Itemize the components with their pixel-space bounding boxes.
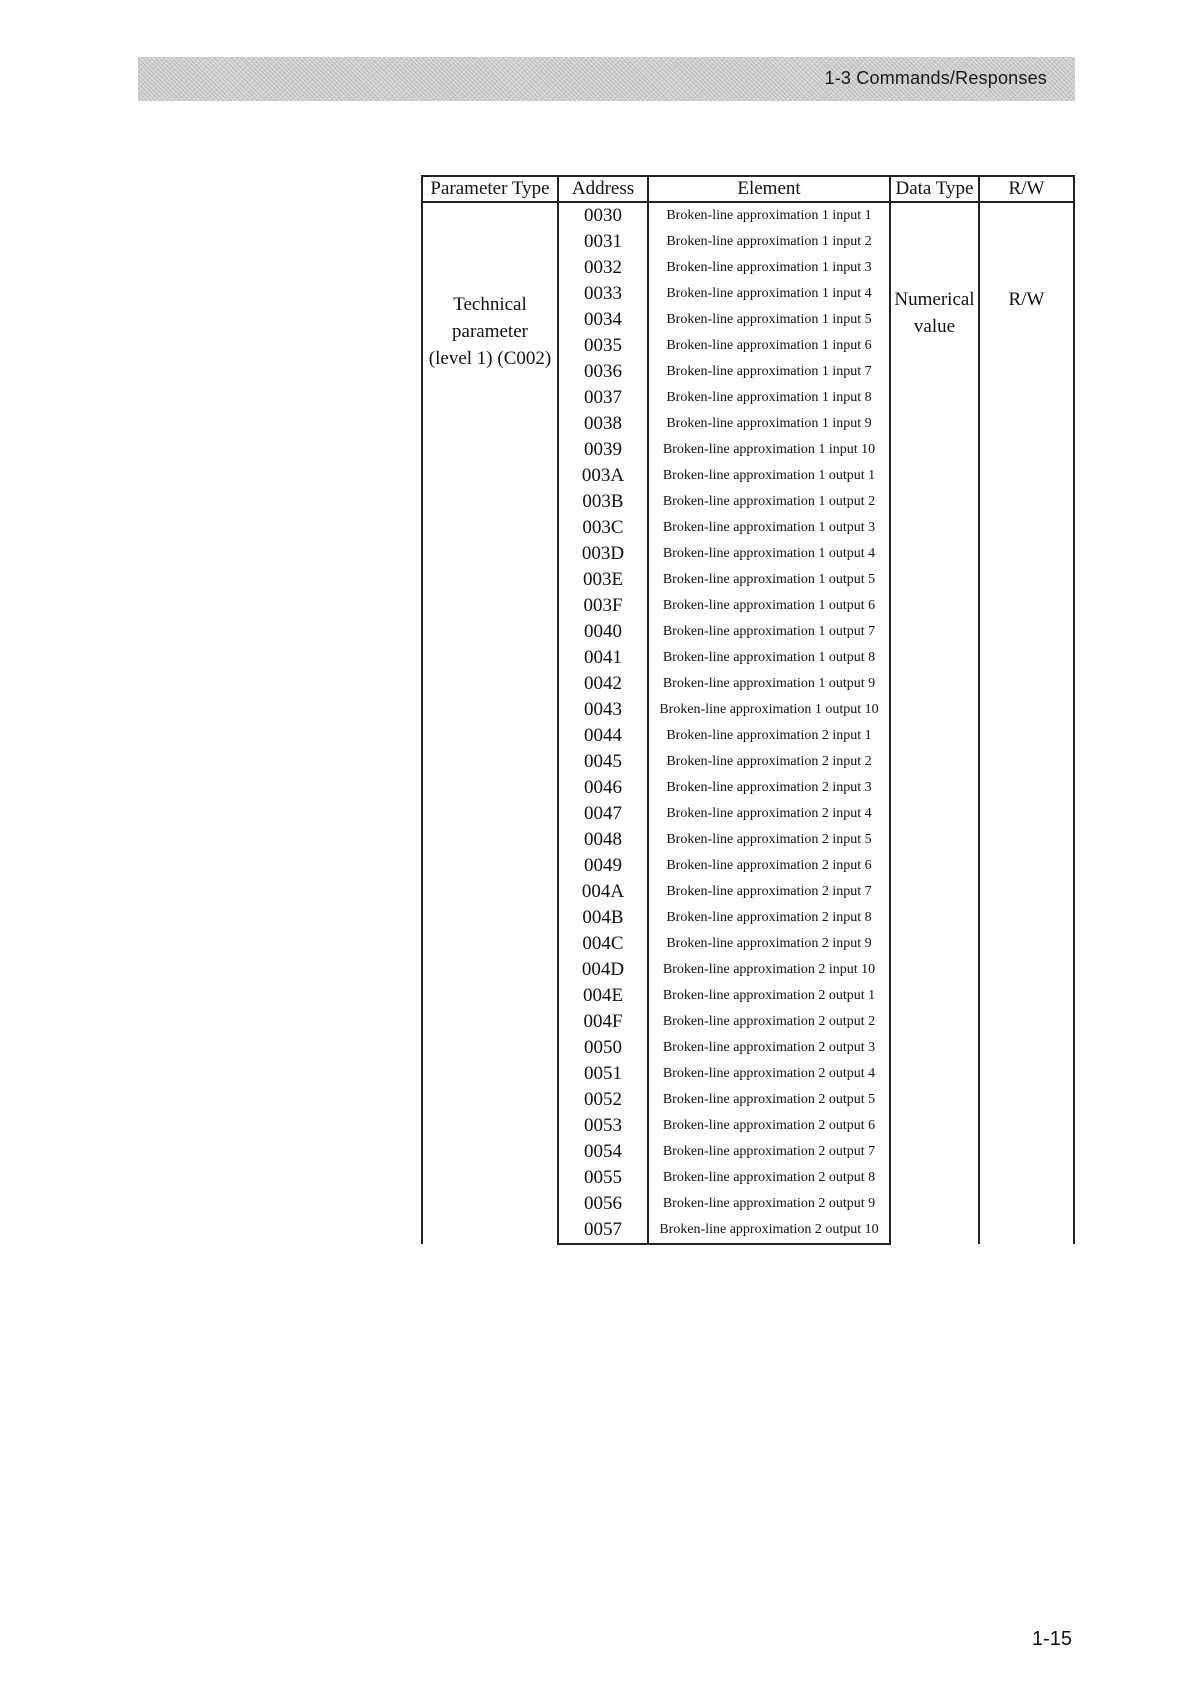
element-cell: Broken-line approximation 1 output 3 — [648, 515, 890, 541]
element-cell: Broken-line approximation 2 output 8 — [648, 1165, 890, 1191]
element-cell: Broken-line approximation 2 output 4 — [648, 1061, 890, 1087]
table-row — [422, 202, 1074, 229]
address-cell: 004B — [558, 905, 648, 931]
element-cell: Broken-line approximation 1 output 10 — [648, 697, 890, 723]
element-cell: Broken-line approximation 2 output 2 — [648, 1009, 890, 1035]
address-cell: 0050 — [558, 1035, 648, 1061]
address-cell: 0037 — [558, 385, 648, 411]
header-address: Address — [558, 176, 648, 202]
address-cell: 0057 — [558, 1217, 648, 1244]
address-cell: 0041 — [558, 645, 648, 671]
address-cell: 004E — [558, 983, 648, 1009]
address-cell: 003C — [558, 515, 648, 541]
element-cell: Broken-line approximation 2 input 3 — [648, 775, 890, 801]
address-cell: 0048 — [558, 827, 648, 853]
section-title: 1-3 Commands/Responses — [824, 68, 1047, 88]
page-number: 1-15 — [1031, 1628, 1072, 1650]
element-cell: Broken-line approximation 1 input 9 — [648, 411, 890, 437]
element-cell: Broken-line approximation 1 input 4 — [648, 281, 890, 307]
element-cell: Broken-line approximation 1 input 3 — [648, 255, 890, 281]
element-cell: Broken-line approximation 1 input 2 — [648, 229, 890, 255]
element-cell: Broken-line approximation 1 input 7 — [648, 359, 890, 385]
element-cell: Broken-line approximation 1 input 8 — [648, 385, 890, 411]
element-cell: Broken-line approximation 1 output 2 — [648, 489, 890, 515]
header-data-type: Data Type — [890, 176, 979, 202]
address-cell: 0031 — [558, 229, 648, 255]
element-cell: Broken-line approximation 2 output 7 — [648, 1139, 890, 1165]
address-cell: 004A — [558, 879, 648, 905]
element-cell: Broken-line approximation 1 output 8 — [648, 645, 890, 671]
parameter-type-line: parameter — [452, 321, 528, 342]
address-cell: 004F — [558, 1009, 648, 1035]
address-cell: 0044 — [558, 723, 648, 749]
data-type-cell — [890, 202, 979, 1244]
address-cell: 003F — [558, 593, 648, 619]
parameter-type-line: (level 1) (C002) — [428, 348, 552, 369]
element-cell: Broken-line approximation 2 input 4 — [648, 801, 890, 827]
element-cell: Broken-line approximation 2 output 1 — [648, 983, 890, 1009]
address-cell: 004C — [558, 931, 648, 957]
element-cell: Broken-line approximation 2 input 8 — [648, 905, 890, 931]
address-cell: 0056 — [558, 1191, 648, 1217]
element-cell: Broken-line approximation 1 output 9 — [648, 671, 890, 697]
data-type-line: value — [913, 316, 956, 337]
element-cell: Broken-line approximation 2 input 9 — [648, 931, 890, 957]
element-cell: Broken-line approximation 1 input 10 — [648, 437, 890, 463]
element-cell: Broken-line approximation 1 output 7 — [648, 619, 890, 645]
address-cell: 003D — [558, 541, 648, 567]
element-cell: Broken-line approximation 1 output 1 — [648, 463, 890, 489]
element-cell: Broken-line approximation 2 output 10 — [648, 1217, 890, 1244]
address-cell: 003B — [558, 489, 648, 515]
element-cell: Broken-line approximation 2 output 3 — [648, 1035, 890, 1061]
element-cell: Broken-line approximation 2 input 1 — [648, 723, 890, 749]
address-cell: 0032 — [558, 255, 648, 281]
element-cell: Broken-line approximation 2 output 5 — [648, 1087, 890, 1113]
element-cell: Broken-line approximation 1 input 6 — [648, 333, 890, 359]
address-cell: 0045 — [558, 749, 648, 775]
address-cell: 0043 — [558, 697, 648, 723]
address-cell: 003A — [558, 463, 648, 489]
address-cell: 0039 — [558, 437, 648, 463]
element-cell: Broken-line approximation 1 output 5 — [648, 567, 890, 593]
element-cell: Broken-line approximation 2 output 6 — [648, 1113, 890, 1139]
address-cell: 0054 — [558, 1139, 648, 1165]
element-cell: Broken-line approximation 1 input 1 — [648, 202, 890, 229]
address-cell: 0046 — [558, 775, 648, 801]
rw-cell — [979, 202, 1074, 1244]
element-cell: Broken-line approximation 1 output 6 — [648, 593, 890, 619]
element-cell: Broken-line approximation 2 input 10 — [648, 957, 890, 983]
address-cell: 0038 — [558, 411, 648, 437]
element-cell: Broken-line approximation 2 input 5 — [648, 827, 890, 853]
address-cell: 0033 — [558, 281, 648, 307]
parameter-type-line: Technical — [453, 294, 527, 315]
address-cell: 0052 — [558, 1087, 648, 1113]
element-cell: Broken-line approximation 2 input 7 — [648, 879, 890, 905]
address-cell: 0035 — [558, 333, 648, 359]
parameter-type-cell — [422, 202, 558, 1244]
address-cell: 004D — [558, 957, 648, 983]
section-header-bar — [138, 57, 1075, 101]
address-cell: 0042 — [558, 671, 648, 697]
header-rw: R/W — [979, 176, 1074, 202]
address-cell: 0030 — [558, 202, 648, 229]
data-type-line: Numerical — [894, 289, 975, 310]
parameter-table — [421, 175, 1075, 1245]
header-parameter-type: Parameter Type — [422, 176, 558, 202]
address-cell: 0053 — [558, 1113, 648, 1139]
element-cell: Broken-line approximation 2 input 6 — [648, 853, 890, 879]
element-cell: Broken-line approximation 2 input 2 — [648, 749, 890, 775]
address-cell: 0034 — [558, 307, 648, 333]
address-cell: 003E — [558, 567, 648, 593]
header-element: Element — [648, 176, 890, 202]
address-cell: 0055 — [558, 1165, 648, 1191]
element-cell: Broken-line approximation 1 input 5 — [648, 307, 890, 333]
rw-value: R/W — [1008, 289, 1045, 310]
address-cell: 0049 — [558, 853, 648, 879]
element-cell: Broken-line approximation 1 output 4 — [648, 541, 890, 567]
table-header-row — [422, 176, 1074, 202]
address-cell: 0040 — [558, 619, 648, 645]
element-cell: Broken-line approximation 2 output 9 — [648, 1191, 890, 1217]
address-cell: 0047 — [558, 801, 648, 827]
table-body — [422, 202, 1074, 1244]
address-cell: 0051 — [558, 1061, 648, 1087]
address-cell: 0036 — [558, 359, 648, 385]
